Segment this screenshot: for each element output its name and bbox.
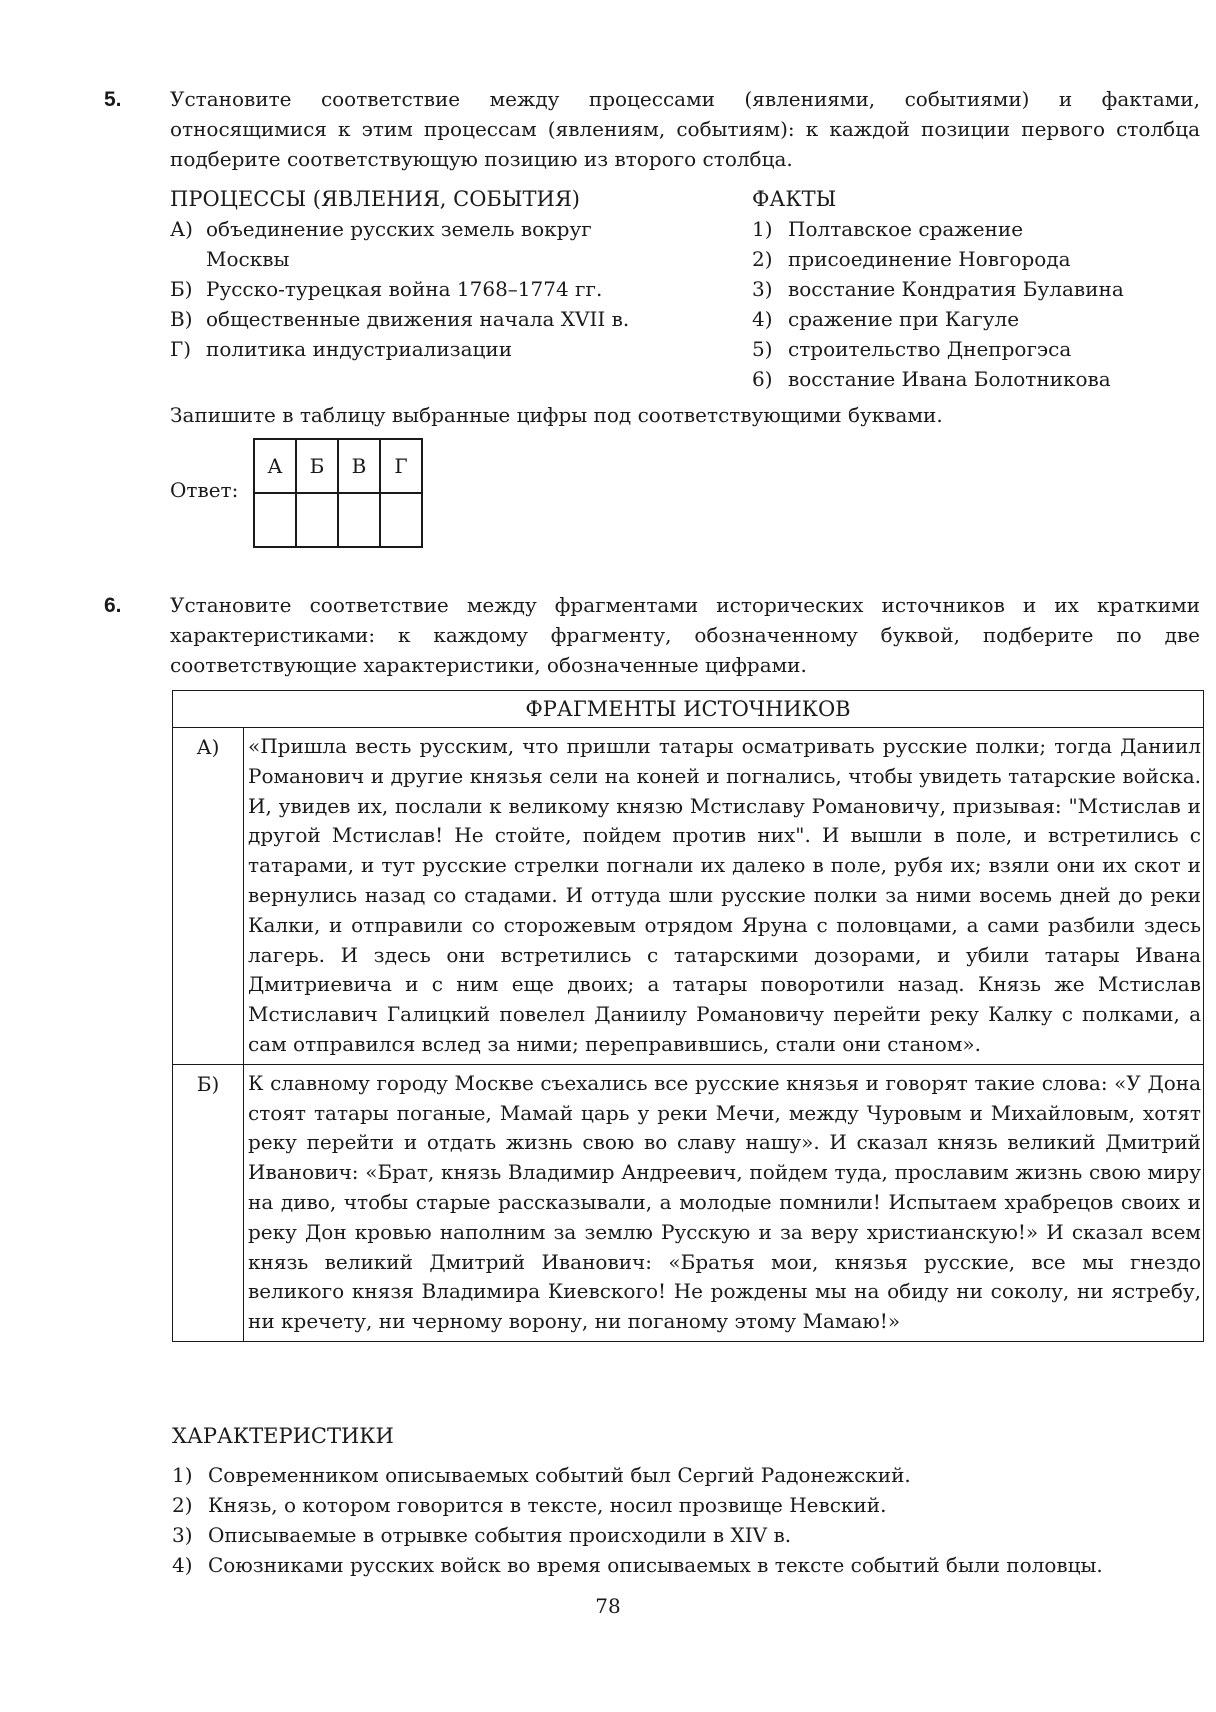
- process-label: Г): [170, 337, 192, 361]
- characteristic-label: 3): [172, 1523, 193, 1547]
- page-number: 78: [595, 1594, 621, 1618]
- answer-cell[interactable]: [296, 493, 338, 547]
- characteristic-item: [172, 1460, 1202, 1490]
- facts-header: ФАКТЫ: [752, 187, 837, 211]
- fragment-text: К славному городу Москве съехались все русские князья и говорят такие слова: «У Дона стоят татары поганые, Мамай царь у реки Мечи, между Чуровым и Михайловым, хотят реку перейти и отдать жизнь свою во славу нашу». И сказал князь великий Дмитрий Иванович: «Брат, князь Владимир Андреевич, пойдем туда, прославим жизнь свою миру на диво, чтобы старые рассказывали, а молодые помнили! Испытаем храбрецов своих и реку Дон кровью наполним за землю Русскую и за веру христианскую!» И сказал всем князь великий Дмитрий Иванович: «Братья мои, князья русские, все мы гнездо великого князя Владимира Киевского! Не рождены мы на обиду ни соколу, ни ястребу, ни кречету, ни черному ворону, ни поганому этому Мамаю!»: [248, 1070, 1201, 1334]
- answer-cell[interactable]: [338, 493, 380, 547]
- process-text: Русско-турецкая война 1768–1774 гг.: [206, 277, 603, 301]
- process-label: В): [170, 307, 193, 331]
- fact-item: [752, 364, 1192, 394]
- task-question: Установите соответствие между процессами (явлениями, событиями) и фактами, относящимися к этим процессам (явлениям, событиям): к каждой позиции первого столбца подберите соответствующую позицию из второго столбца.: [170, 87, 1200, 171]
- answer-label: Ответ:: [170, 478, 239, 502]
- answer-column-header: Г: [380, 439, 422, 493]
- answer-column-header: А: [254, 439, 296, 493]
- characteristic-label: 2): [172, 1493, 193, 1517]
- fact-item: [752, 244, 1192, 274]
- process-item: [170, 274, 730, 304]
- fact-item: [752, 304, 1192, 334]
- fact-label: 6): [752, 367, 773, 391]
- process-label: А): [170, 217, 193, 241]
- task-number: 6.: [104, 594, 122, 617]
- fragments-table: [172, 690, 1204, 1342]
- characteristic-text: Союзниками русских войск во время описываемых в тексте событий были половцы.: [208, 1553, 1103, 1577]
- characteristics-list: [172, 1460, 1202, 1580]
- fact-text: Полтавское сражение: [788, 217, 1024, 241]
- processes-header: ПРОЦЕССЫ (ЯВЛЕНИЯ, СОБЫТИЯ): [170, 187, 581, 211]
- characteristic-item: [172, 1550, 1202, 1580]
- characteristic-item: [172, 1490, 1202, 1520]
- answer-cell[interactable]: [254, 493, 296, 547]
- task-question: Установите соответствие между фрагментами исторических источников и их краткими характеристиками: к каждому фрагменту, обозначенному буквой, подберите по две соответствующие характеристики, обозначенные цифрами.: [170, 593, 1200, 677]
- characteristic-label: 4): [172, 1553, 193, 1577]
- process-label: Б): [170, 277, 193, 301]
- fragments-header: ФРАГМЕНТЫ ИСТОЧНИКОВ: [173, 691, 1203, 728]
- fragment-label: Б): [173, 1065, 244, 1341]
- answer-table: [253, 438, 423, 548]
- fact-label: 1): [752, 217, 773, 241]
- fact-text: восстание Ивана Болотникова: [788, 367, 1111, 391]
- fact-item: [752, 214, 1192, 244]
- characteristics-header: ХАРАКТЕРИСТИКИ: [172, 1424, 394, 1448]
- answer-instruction: Запишите в таблицу выбранные цифры под соответствующими буквами.: [170, 403, 943, 427]
- fact-label: 2): [752, 247, 773, 271]
- fact-text: восстание Кондратия Булавина: [788, 277, 1124, 301]
- process-text: общественные движения начала XVII в.: [206, 307, 630, 331]
- fact-item: [752, 334, 1192, 364]
- characteristic-text: Описываемые в отрывке события происходили в XIV в.: [208, 1523, 792, 1547]
- characteristic-text: Современником описываемых событий был Сергий Радонежский.: [208, 1463, 911, 1487]
- fact-text: присоединение Новгорода: [788, 247, 1071, 271]
- processes-column: [170, 184, 730, 364]
- fact-label: 5): [752, 337, 773, 361]
- answer-column-header: Б: [296, 439, 338, 493]
- process-item: [170, 334, 730, 364]
- fact-item: [752, 274, 1192, 304]
- fact-label: 4): [752, 307, 773, 331]
- fragment-row: [173, 728, 1203, 1064]
- characteristic-text: Князь, о котором говорится в тексте, носил прозвище Невский.: [208, 1493, 887, 1517]
- answer-column-header: В: [338, 439, 380, 493]
- process-text: объединение русских земель вокруг Москвы: [206, 217, 592, 271]
- fact-text: сражение при Кагуле: [788, 307, 1020, 331]
- characteristic-item: [172, 1520, 1202, 1550]
- process-text: политика индустриализации: [206, 337, 513, 361]
- fragment-text: «Пришла весть русским, что пришли татары осматривать русские полки; тогда Даниил Романович и другие князья сели на коней и погнались, чтобы увидеть татарские войска. И, увидев их, послали к великому князю Мстиславу Романовичу, призывая: "Мстислав и другой Мстислав! Не стойте, пойдем против них". И вышли в поле, и встретились с татарами, и тут русские стрелки погнали их далеко в поле, рубя их; взяли они их скот и вернулись назад со стадами. И оттуда шли русские полки за ними восемь дней до реки Калки, и отправили со сторожевым отрядом Яруна с половцами, а сами разбили здесь лагерь. И здесь они встретились с татарскими дозорами, и убили татары Ивана Дмитриевича и с ним еще двоих; а татары поворотили назад. Князь же Мстислав Мстиславич Галицкий повелел Даниилу Романовичу перейти реку Калку с полками, а сам отправился вслед за ними; переправившись, стали они станом».: [248, 734, 1201, 1056]
- process-item: [170, 304, 730, 334]
- characteristic-label: 1): [172, 1463, 193, 1487]
- fragment-label: А): [173, 728, 244, 1064]
- fragment-row: [173, 1064, 1203, 1341]
- facts-column: [752, 184, 1192, 394]
- fact-label: 3): [752, 277, 773, 301]
- answer-cell[interactable]: [380, 493, 422, 547]
- task-number: 5.: [104, 88, 122, 111]
- fact-text: строительство Днепрогэса: [788, 337, 1072, 361]
- process-item: [170, 214, 626, 274]
